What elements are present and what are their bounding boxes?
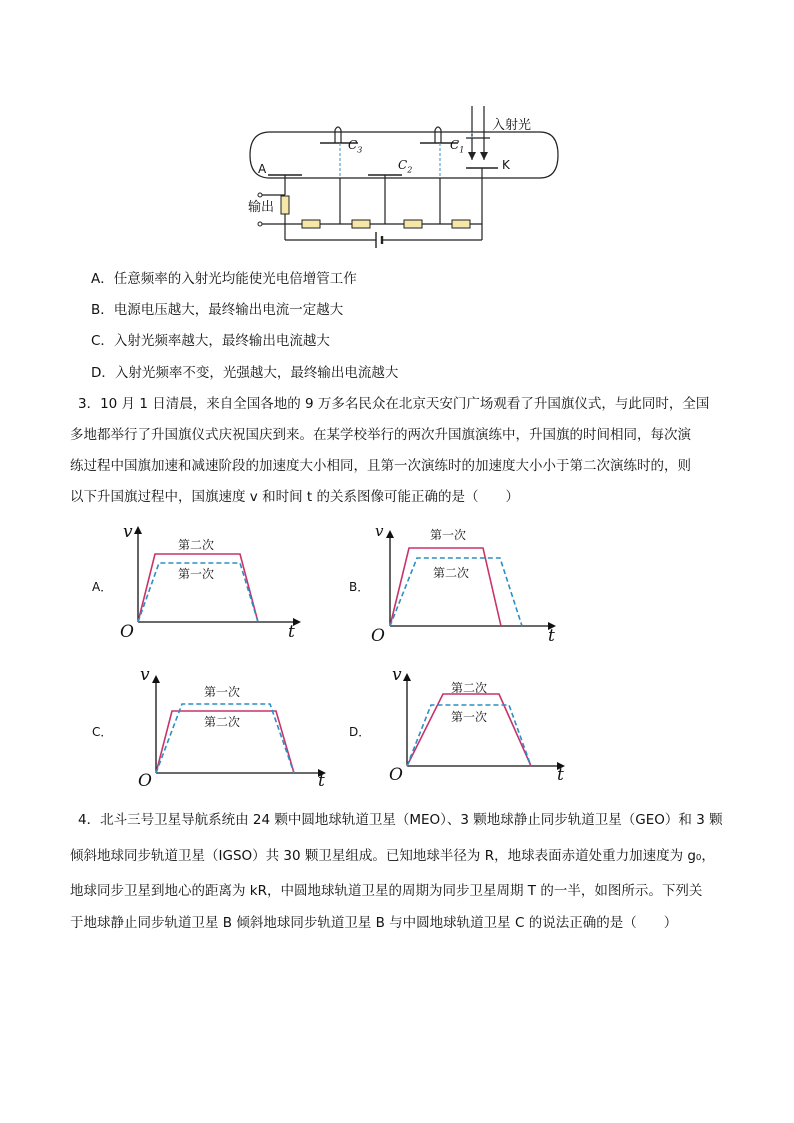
q4-line-3: 地球同步卫星到地心的距离为 kR，中圆地球轨道卫星的周期为同步卫星周期 T 的一半，如图所示。下列关 <box>70 883 703 899</box>
output-label: 输出 <box>248 200 275 215</box>
q3-line-3: 练过程中国旗加速和减速阶段的加速度大小相同，且第一次演练时的加速度大小小于第二次演练时的，则 <box>70 458 691 474</box>
q4-line-1: 4．北斗三号卫星导航系统由 24 颗中圆地球轨道卫星（MEO）、3 颗地球静止同步轨道卫星（GEO）和 3 颗 <box>78 812 723 828</box>
photomultiplier-diagram <box>240 100 560 260</box>
graph-b-bottom-label: 第二次 <box>433 566 470 580</box>
graph-a-option: A． <box>92 580 113 594</box>
q4-line-4: 于地球静止同步轨道卫星 B 倾斜地球同步轨道卫星 B 与中圆地球轨道卫星 C 的说法正确的是（ ） <box>70 915 678 931</box>
graph-a-top-label: 第二次 <box>178 538 215 552</box>
graph-d-v: v <box>392 665 402 685</box>
graph-a-v: v <box>123 522 133 542</box>
graph-d-bottom-label: 第一次 <box>451 710 488 724</box>
graph-a-t: t <box>288 622 295 642</box>
c2-label: $C_2$ <box>398 158 413 175</box>
q2-option-d: D．入射光频率不变，光强越大，最终输出电流越大 <box>91 365 399 381</box>
q3-line-4: 以下升国旗过程中，国旗速度 v 和时间 t 的关系图像可能正确的是（ ） <box>70 489 519 505</box>
graph-b-t: t <box>548 626 555 646</box>
anode-label: A <box>258 162 267 176</box>
c1-label: $C_1$ <box>450 138 465 155</box>
q2-option-c: C．入射光频率越大，最终输出电流越大 <box>91 333 330 349</box>
graph-b-v: v <box>375 522 384 540</box>
graph-b-option: B． <box>349 580 370 594</box>
graph-d-t: t <box>557 765 564 785</box>
graph-a-bottom-label: 第一次 <box>178 567 215 581</box>
graph-c-t: t <box>318 771 325 791</box>
cathode-label: K <box>502 158 510 172</box>
q3-line-1: 3．10 月 1 日清晨，来自全国各地的 9 万多名民众在北京天安门广场观看了升国旗仪式，与此同时，全国 <box>78 396 710 412</box>
graph-c-o: O <box>138 771 152 791</box>
c3-label: $C_3$ <box>348 138 363 155</box>
q4-line-2: 倾斜地球同步轨道卫星（IGSO）共 30 颗卫星组成。已知地球半径为 R，地球表面赤道处重力加速度为 g₀， <box>70 848 715 864</box>
graph-c <box>88 663 333 793</box>
graph-d <box>345 663 580 793</box>
graph-c-option: C． <box>92 725 113 739</box>
graph-b-o: O <box>371 626 385 646</box>
light-label: 入射光 <box>492 118 532 133</box>
graph-d-o: O <box>389 765 403 785</box>
q2-option-b: B．电源电压越大，最终输出电流一定越大 <box>91 302 344 318</box>
graph-a-o: O <box>120 622 134 642</box>
q2-option-a: A．任意频率的入射光均能使光电倍增管工作 <box>91 271 357 287</box>
graph-b-top-label: 第一次 <box>430 528 467 542</box>
graph-c-v: v <box>140 665 150 685</box>
graph-c-bottom-label: 第二次 <box>204 715 241 729</box>
graph-c-top-label: 第一次 <box>204 685 241 699</box>
graph-b <box>345 520 575 645</box>
graph-d-top-label: 第二次 <box>451 681 488 695</box>
q3-line-2: 多地都举行了升国旗仪式庆祝国庆到来。在某学校举行的两次升国旗演练中，升国旗的时间相同，每次演 <box>70 427 691 443</box>
graph-a <box>88 520 318 645</box>
graph-d-option: D． <box>349 725 371 739</box>
